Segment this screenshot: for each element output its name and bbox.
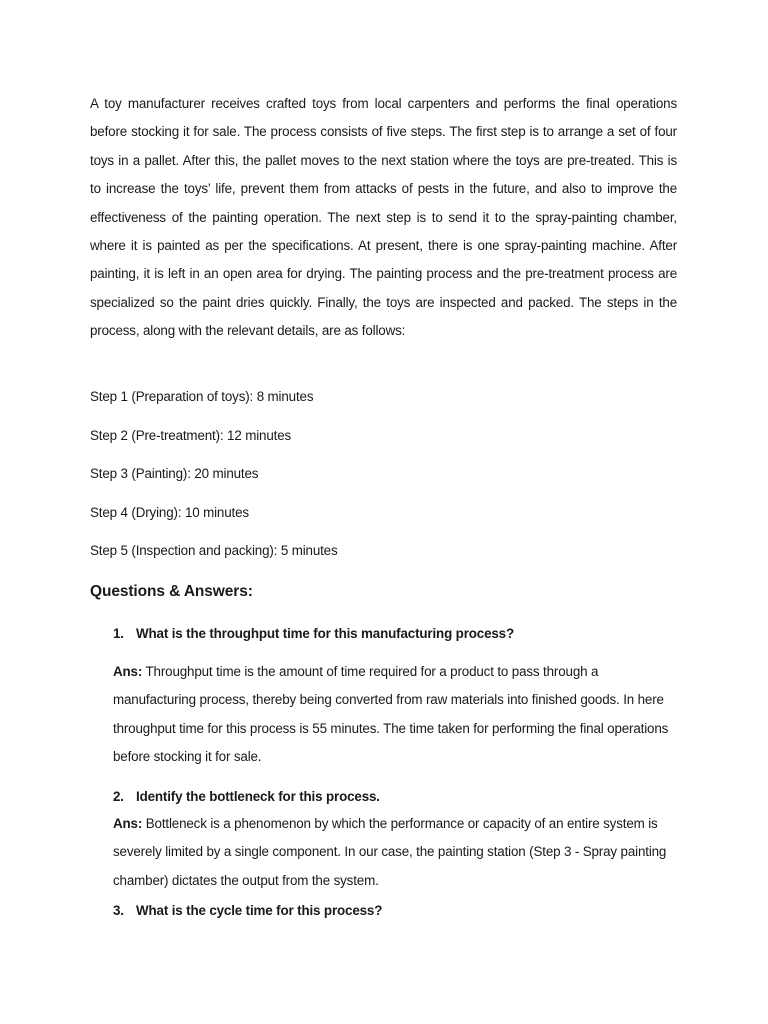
step-item: Step 2 (Pre-treatment): 12 minutes xyxy=(90,428,292,443)
question-text: Identify the bottleneck for this process. xyxy=(136,789,380,804)
question-number: 2. xyxy=(113,789,124,804)
question-2 xyxy=(113,788,380,806)
step-item: Step 3 (Painting): 20 minutes xyxy=(90,466,259,481)
step-item: Step 1 (Preparation of toys): 8 minutes xyxy=(90,389,314,404)
step-item: Step 4 (Drying): 10 minutes xyxy=(90,505,249,520)
qa-heading: Questions & Answers: xyxy=(90,583,253,600)
question-number: 3. xyxy=(113,903,124,918)
answer-label: Ans: xyxy=(113,664,143,679)
answer-text: Bottleneck is a phenomenon by which the performance or capacity of an entire system is severely limited by a single component. In our case, the painting station (Step 3 - Spray painting chamber) dictates the output from the system. xyxy=(113,816,667,888)
answer-label: Ans: xyxy=(113,816,143,831)
answer-1 xyxy=(113,658,678,771)
question-text: What is the cycle time for this process? xyxy=(136,903,383,918)
answer-text: Throughput time is the amount of time required for a product to pass through a manufacturing process, thereby being converted from raw materials into finished goods. In here throughput time for this process is 55 minutes. The time taken for performing the final operations before stocking it for sale. xyxy=(113,664,669,764)
question-number: 1. xyxy=(113,626,124,641)
question-text: What is the throughput time for this manufacturing process? xyxy=(136,626,515,641)
question-3 xyxy=(113,902,382,920)
intro-paragraph: A toy manufacturer receives crafted toys from local carpenters and performs the final operations before stocking it for sale. The process consists of five steps. The first step is to arrange a set of four toys in a pallet. After this, the pallet moves to the next station where the toys are pre-treated. This is to increase the toys’ life, prevent them from attacks of pests in the future, and also to improve the effectiveness of the painting operation. The next step is to send it to the spray-painting chamber, where it is painted as per the specifications. At present, there is one spray-painting machine. After painting, it is left in an open area for drying. The painting process and the pre-treatment process are specialized so the paint dries quickly. Finally, the toys are inspected and packed. The steps in the process, along with the relevant details, are as follows: xyxy=(90,96,677,339)
question-1 xyxy=(113,625,514,643)
answer-2 xyxy=(113,810,678,895)
step-item: Step 5 (Inspection and packing): 5 minutes xyxy=(90,543,338,558)
